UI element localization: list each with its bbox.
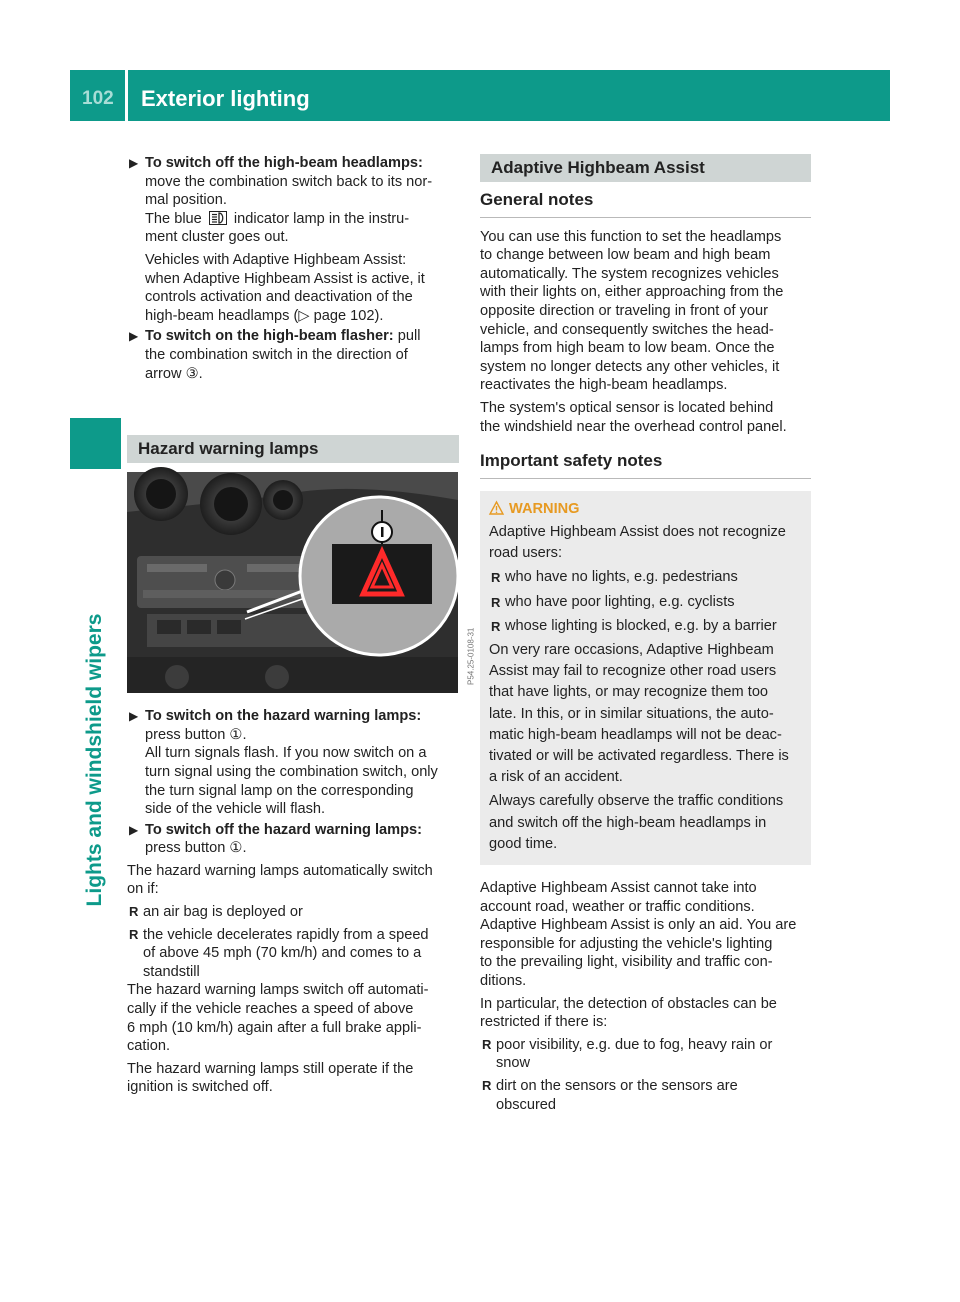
page-ref-arrow-icon: ▷ bbox=[298, 307, 310, 324]
page-title: Exterior lighting bbox=[141, 86, 310, 111]
subheading-safety-notes: Important safety notes bbox=[480, 452, 811, 479]
step-text: ment cluster goes out. bbox=[145, 229, 289, 246]
section-heading-highbeam-assist: Adaptive Highbeam Assist bbox=[480, 154, 811, 182]
left-column bbox=[127, 154, 476, 1097]
step-text: mal position. bbox=[145, 192, 227, 209]
hazard-switch-photo bbox=[127, 472, 476, 693]
warning-text: Always carefully observe the traffic conditions and switch off the high-beam headlamps in good time. bbox=[489, 793, 784, 852]
bullet-icon: R bbox=[491, 570, 501, 586]
paragraph: The system's optical sensor is located behind the windshield near the overhead control panel. bbox=[480, 399, 787, 435]
paragraph: Adaptive Highbeam Assist cannot take into account road, weather or traffic conditions. Adaptive Highbeam Assist is only an aid. You are responsible for adjusting the vehicle's lighting to the prevailing light, visibility and traffic con- ditions. bbox=[480, 879, 797, 989]
chapter-label: Lights and windshield wipers bbox=[83, 613, 106, 907]
step-text: controls activation and deactivation of the bbox=[145, 289, 413, 306]
step-flasher-on bbox=[127, 327, 459, 383]
warning-triangle-icon bbox=[489, 501, 504, 515]
step-arrow-icon: ▶ bbox=[129, 822, 139, 837]
warning-text: Adaptive Highbeam Assist does not recognize road users: bbox=[489, 523, 786, 562]
list-item: R the vehicle decelerates rapidly from a speed of above 45 mph (70 km/h) and comes to a standstill bbox=[129, 926, 429, 980]
list-item: R an air bag is deployed or bbox=[129, 904, 303, 921]
list-item: R poor visibility, e.g. due to fog, heavy rain or snow bbox=[482, 1036, 773, 1072]
step-text: the turn signal lamp on the corresponding bbox=[145, 782, 414, 799]
list-item: R who have no lights, e.g. pedestrians bbox=[489, 567, 802, 588]
paragraph: The hazard warning lamps switch off automati- cally if the vehicle reaches a speed of above 6 mph (10 km/h) again after a full brake appli- cation. bbox=[127, 982, 429, 1055]
callout-number: ① bbox=[229, 726, 243, 743]
step-title: To switch off the high-beam headlamps: bbox=[145, 155, 423, 171]
step-title: To switch on the hazard warning lamps: bbox=[145, 708, 422, 725]
paragraph: You can use this function to set the headlamps to change between low beam and high beam automatically. The system recognizes vehicles with their lights on, either approaching from the opposite direction or traveling in front of your vehicle, and consequently switches the head- lamps from high beam to low beam. Once the system no longer detects any other vehicles, it reactivates the high-beam headlamps. bbox=[480, 228, 784, 394]
step-hazard-off bbox=[127, 821, 459, 858]
step-text: arrow ③. bbox=[145, 365, 203, 382]
bullet-icon: R bbox=[129, 904, 139, 920]
paragraph: In particular, the detection of obstacles can be restricted if there is: bbox=[480, 995, 777, 1031]
right-column bbox=[480, 154, 811, 1114]
step-text: move the combination switch back to its nor- bbox=[145, 173, 433, 190]
warning-title: WARNING bbox=[489, 499, 802, 520]
page-number: 102 bbox=[82, 88, 114, 109]
list-item: R whose lighting is blocked, e.g. by a barrier bbox=[489, 616, 802, 637]
step-text: All turn signals flash. If you now switch on a bbox=[145, 745, 427, 762]
step-text: when Adaptive Highbeam Assist is active, it bbox=[145, 270, 425, 287]
photo-code: P54.25-0108-31 bbox=[466, 627, 476, 686]
step-text: press button ①. bbox=[145, 726, 247, 743]
step-text: Vehicles with Adaptive Highbeam Assist: bbox=[145, 251, 407, 268]
step-text: turn signal using the combination switch, only bbox=[145, 763, 438, 780]
callout-number: ① bbox=[229, 840, 243, 857]
bullet-icon: R bbox=[482, 1077, 492, 1093]
list-item: R dirt on the sensors or the sensors are obscured bbox=[482, 1077, 738, 1113]
step-high-beam-off bbox=[127, 154, 459, 325]
step-arrow-icon: ▶ bbox=[129, 709, 139, 724]
warning-box bbox=[480, 491, 811, 865]
bullet-icon: R bbox=[491, 594, 501, 610]
step-arrow-icon: ▶ bbox=[129, 329, 139, 344]
list-item: R who have poor lighting, e.g. cyclists bbox=[489, 592, 802, 613]
step-text: side of the vehicle will flash. bbox=[145, 801, 326, 818]
step-text: To switch on the high-beam flasher: pull bbox=[145, 328, 421, 345]
step-text: press button ①. bbox=[145, 840, 247, 857]
step-hazard-on bbox=[127, 707, 459, 819]
chapter-tab-marker bbox=[70, 418, 121, 469]
subheading-general-notes: General notes bbox=[480, 191, 811, 218]
bullet-icon: R bbox=[129, 926, 139, 942]
header-divider bbox=[125, 70, 128, 121]
warning-text: On very rare occasions, Adaptive Highbeam Assist may fail to recognize other road users that have lights, or may recognize them too late. In this, or in similar situations, the auto- matic high-beam headlamps will not be deac- tivated or will be activated regardless. There is a risk of an accident. bbox=[489, 641, 789, 786]
bullet-icon: R bbox=[491, 618, 501, 634]
step-text: the combination switch in the direction of bbox=[145, 346, 408, 363]
high-beam-indicator-icon bbox=[209, 211, 227, 225]
step-text: high-beam headlamps (▷ page 102). bbox=[145, 307, 384, 324]
bullet-icon: R bbox=[482, 1036, 492, 1052]
step-title: To switch off the hazard warning lamps: bbox=[145, 821, 423, 838]
step-arrow-icon: ▶ bbox=[129, 156, 139, 170]
step-title: To switch on the high-beam flasher: bbox=[145, 328, 394, 345]
step-text: The blue indicator lamp in the instru- bbox=[145, 210, 410, 227]
paragraph: The hazard warning lamps automatically switch on if: bbox=[127, 862, 433, 898]
dashboard-illustration bbox=[127, 472, 458, 693]
page-reference-link[interactable]: page 102). bbox=[313, 307, 384, 324]
section-heading-hazard: Hazard warning lamps bbox=[127, 435, 459, 463]
paragraph: The hazard warning lamps still operate if the ignition is switched off. bbox=[127, 1060, 414, 1096]
callout-number: ③ bbox=[185, 365, 199, 382]
